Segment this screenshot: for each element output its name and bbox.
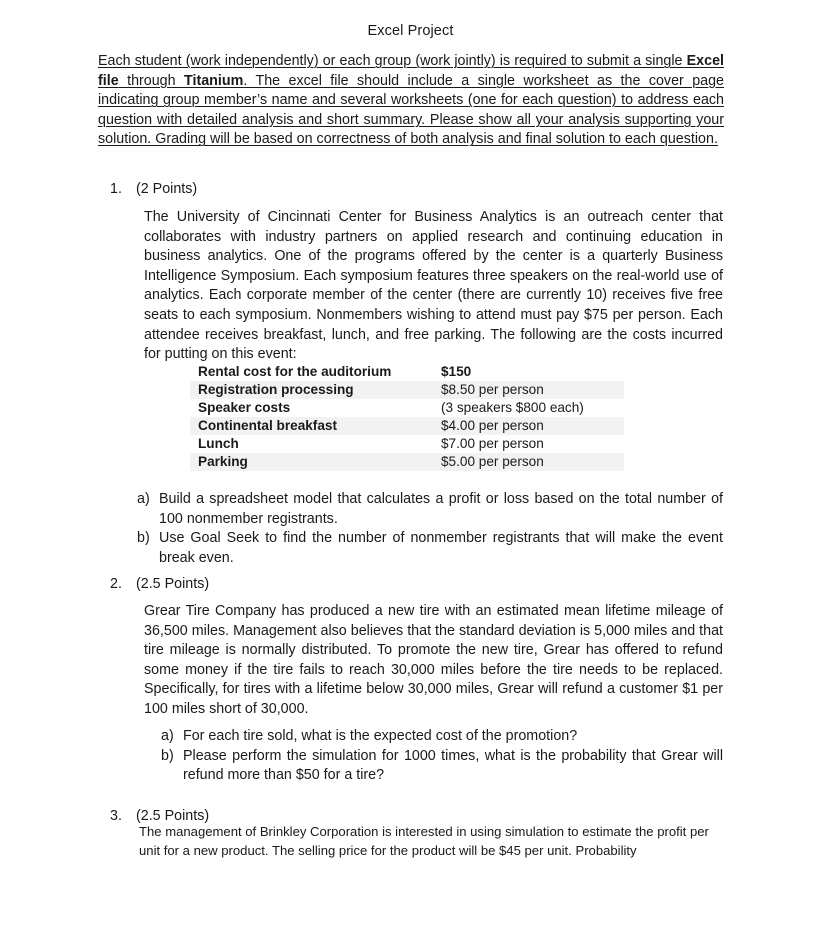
- question-2-subitems: [161, 727, 723, 786]
- question-2-body: Grear Tire Company has produced a new tire with an estimated mean lifetime mileage of 36,500 miles. Management also believes that the standard deviation is 5,000 miles and that tire mileage is normally distributed. To promote the new tire, Grear has offered to refund some money if the tire fails to reach 30,000 miles before the tire needs to be replaced. Specifically, for tires with a lifetime below 30,000 miles, Grear will refund a customer $1 per 100 miles short of 30,000.: [144, 603, 723, 717]
- list-item: [161, 727, 723, 747]
- table-row: [190, 435, 624, 453]
- subitem-marker: a): [137, 491, 150, 507]
- cost-item-value: $150: [441, 364, 472, 379]
- intro-paragraph: [98, 52, 724, 150]
- table-row: [190, 417, 624, 435]
- page-title: Excel Project: [367, 23, 454, 39]
- cost-item-label: Parking: [198, 454, 248, 469]
- cost-item-value: $5.00 per person: [441, 454, 544, 469]
- table-row: [190, 363, 624, 381]
- cost-item-value: $4.00 per person: [441, 418, 544, 433]
- list-item: [161, 747, 723, 786]
- question-2-heading: [110, 575, 209, 593]
- table-row: [190, 453, 624, 471]
- question-2-number: 2.: [110, 576, 122, 592]
- subitem-marker: b): [161, 747, 174, 764]
- intro-segment-3: . The excel file should include a single worksheet as the cover page indicating group member’s name and several worksheets (one for each question) to address each question with detailed analysis and short summary. Please show all your analysis supporting your solution. Grading will be based on correctness of both analysis and final solution to each question.: [98, 72, 725, 148]
- intro-segment-2: through: [118, 72, 185, 89]
- cost-item-value: $8.50 per person: [441, 382, 544, 397]
- subitem-text: Use Goal Seek to find the number of nonmember registrants that will make the event break even.: [159, 530, 723, 566]
- subitem-text: For each tire sold, what is the expected cost of the promotion?: [183, 728, 578, 744]
- cost-item-label: Registration processing: [198, 382, 354, 397]
- question-1-points: (2 Points): [136, 181, 198, 197]
- cost-item-label: Continental breakfast: [198, 418, 337, 433]
- cost-item-value: $7.00 per person: [441, 436, 544, 451]
- cost-item-label: Lunch: [198, 436, 239, 451]
- question-3-points: (2.5 Points): [136, 808, 210, 824]
- list-item: [137, 529, 723, 568]
- intro-bold-excel-file: Excel file: [98, 53, 724, 89]
- list-item: [137, 490, 723, 529]
- question-1-heading: [110, 180, 197, 198]
- question-1-body: The University of Cincinnati Center for Business Analytics is an outreach center that collaborates with industry partners on applied research and continuing education in business analytics. One of the programs offered by the center is a quarterly Business Intelligence Symposium. Each symposium features three speakers on the real-world use of analytics. Each corporate member of the center (there are currently 10) receives five free seats to each symposium. Nonmembers wishing to attend must pay $75 per person. Each attendee receives breakfast, lunch, and free parking. The following are the costs incurred for putting on this event:: [144, 209, 723, 363]
- question-1-subitems: [137, 490, 723, 568]
- cost-item-label: Rental cost for the auditorium: [198, 364, 392, 379]
- question-3-number: 3.: [110, 808, 122, 824]
- question-3-body: The management of Brinkley Corporation is interested in using simulation to estimate the profit per unit for a new product. The selling price for the product will be $45 per unit. Probability: [139, 824, 709, 858]
- question-1-number: 1.: [110, 181, 122, 197]
- cost-table: [190, 363, 624, 471]
- table-row: [190, 399, 624, 417]
- subitem-text: Build a spreadsheet model that calculates a profit or loss based on the total number of 100 nonmember registrants.: [159, 491, 723, 527]
- subitem-marker: b): [137, 530, 150, 547]
- subitem-marker: a): [161, 728, 174, 744]
- table-row: [190, 381, 624, 399]
- subitem-text: Please perform the simulation for 1000 times, what is the probability that Grear will refund more than $50 for a tire?: [183, 747, 723, 784]
- intro-segment-1: Each student (work independently) or each group (work jointly) is required to submit a single: [98, 53, 687, 69]
- cost-item-value: (3 speakers $800 each): [441, 400, 584, 415]
- intro-bold-titanium: Titanium: [184, 72, 244, 89]
- cost-item-label: Speaker costs: [198, 400, 291, 415]
- question-2-points: (2.5 Points): [136, 576, 210, 592]
